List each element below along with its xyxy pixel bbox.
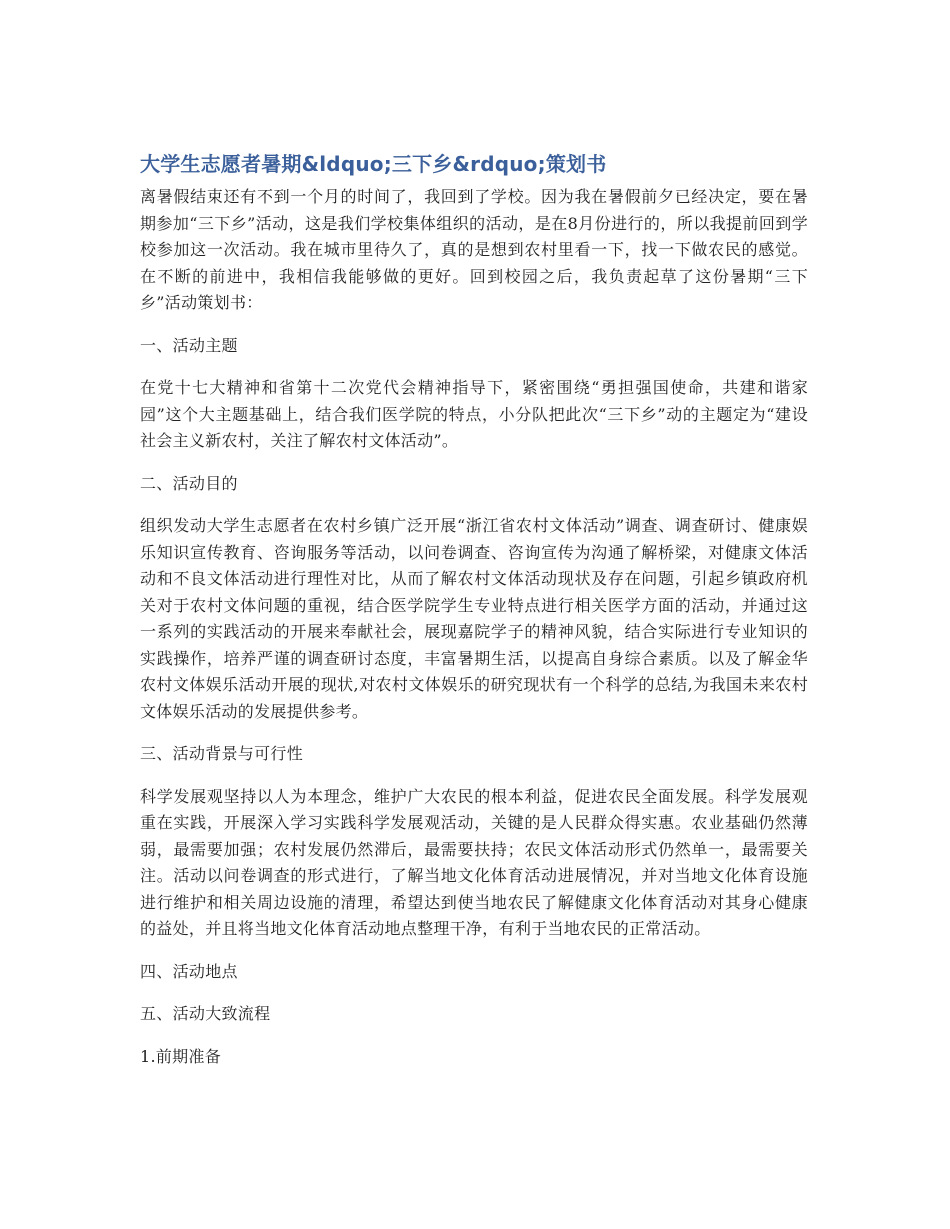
section-body-theme: 在党十七大精神和省第十二次党代会精神指导下，紧密围绕“勇担强国使命，共建和谐家园”这个大主题基础上，结合我们医学院的特点，小分队把此次“三下乡”动的主题定为“建设社会主义新农村，关注了解农村文体活动”。	[140, 378, 808, 450]
document-title: 大学生志愿者暑期&ldquo;三下乡&rdquo;策划书	[140, 152, 607, 176]
subheading-preparation: 1.前期准备	[140, 1046, 222, 1066]
intro-paragraph: 离暑假结束还有不到一个月的时间了，我回到了学校。因为我在暑假前夕已经决定，要在暑期参加“三下乡”活动，这是我们学校集体组织的活动，是在8月份进行的，所以我提前回到学校参加这一次活动。我在城市里待久了，真的是想到农村里看一下，找一下做农民的感觉。在不断的前进中，我相信我能够做的更好。回到校园之后，我负责起草了这份暑期“三下乡”活动策划书：	[140, 187, 808, 312]
section-heading-background: 三、活动背景与可行性	[140, 744, 304, 763]
section-body-purpose: 组织发动大学生志愿者在农村乡镇广泛开展“浙江省农村文体活动”调查、调查研讨、健康娱乐知识宣传教育、咨询服务等活动，以问卷调查、咨询宣传为沟通了解桥梁，对健康文体活动和不良文体活动进行理性对比，从而了解农村文体活动现状及存在问题，引起乡镇政府机关对于农村文体问题的重视，结合医学院学生专业特点进行相关医学方面的活动，并通过这一系列的实践活动的开展来奉献社会，展现嘉院学子的精神风貌，结合实际进行专业知识的实践操作，培养严谨的调查研讨态度，丰富暑期生活，以提高自身综合素质。以及了解金华农村文体娱乐活动开展的现状,对农村文体娱乐的研究现状有一个科学的总结,为我国未来农村文体娱乐活动的发展提供参考。	[140, 516, 808, 721]
section-heading-process: 五、活动大致流程	[140, 1004, 271, 1023]
section-heading-location: 四、活动地点	[140, 961, 238, 981]
section-heading-purpose: 二、活动目的	[140, 473, 238, 493]
section-heading-theme: 一、活动主题	[140, 335, 238, 355]
document-page	[140, 150, 808, 1070]
section-body-background: 科学发展观坚持以人为本理念，维护广大农民的根本利益，促进农民全面发展。科学发展观重在实践，开展深入学习实践科学发展观活动，关键的是人民群众得实惠。农业基础仍然薄弱，最需要加强；农村发展仍然滞后，最需要扶持；农民文体活动形式仍然单一，最需要关注。活动以问卷调查的形式进行，了解当地文化体育活动进展情况，并对当地文化体育设施进行维护和相关周边设施的清理，希望达到使当地农民了解健康文化体育活动对其身心健康的益处，并且将当地文化体育活动地点整理干净，有利于当地农民的正常活动。	[140, 786, 808, 938]
